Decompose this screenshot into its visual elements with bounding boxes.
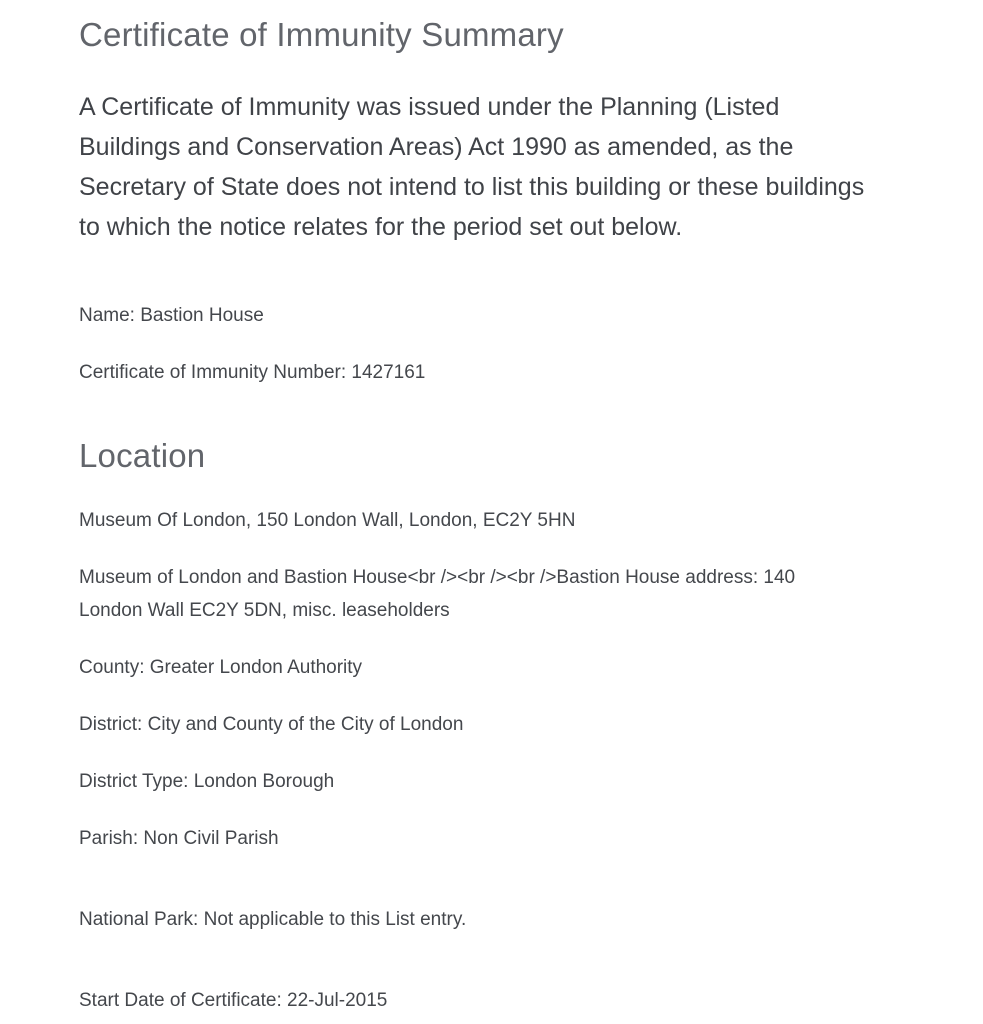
parish-field: Parish: Non Civil Parish bbox=[79, 827, 279, 849]
certificate-summary-section bbox=[79, 14, 903, 389]
district-field: District: City and County of the City of London bbox=[79, 713, 464, 735]
location-heading: Location bbox=[79, 436, 206, 474]
start-date-field: Start Date of Certificate: 22-Jul-2015 bbox=[79, 989, 388, 1011]
national-park-field: National Park: Not applicable to this List entry. bbox=[79, 908, 467, 930]
district-type-field: District Type: London Borough bbox=[79, 770, 335, 792]
location-section bbox=[79, 435, 903, 1017]
county-field: County: Greater London Authority bbox=[79, 656, 363, 678]
location-address: Museum Of London, 150 London Wall, London, EC2Y 5HN bbox=[79, 509, 576, 531]
certificate-summary-intro: A Certificate of Immunity was issued under the Planning (Listed Buildings and Conservation Areas) Act 1990 as amended, as the Secretary of State does not intend to list this building or these buildings to which the notice relates for the period set out below. bbox=[79, 92, 865, 241]
name-field: Name: Bastion House bbox=[79, 304, 264, 326]
certificate-number-field: Certificate of Immunity Number: 1427161 bbox=[79, 361, 426, 383]
certificate-summary-heading: Certificate of Immunity Summary bbox=[79, 16, 564, 53]
location-address-detail: Museum of London and Bastion House<br /><br /><br />Bastion House address: 140 London Wall EC2Y 5DN, misc. leaseholders bbox=[79, 566, 796, 621]
